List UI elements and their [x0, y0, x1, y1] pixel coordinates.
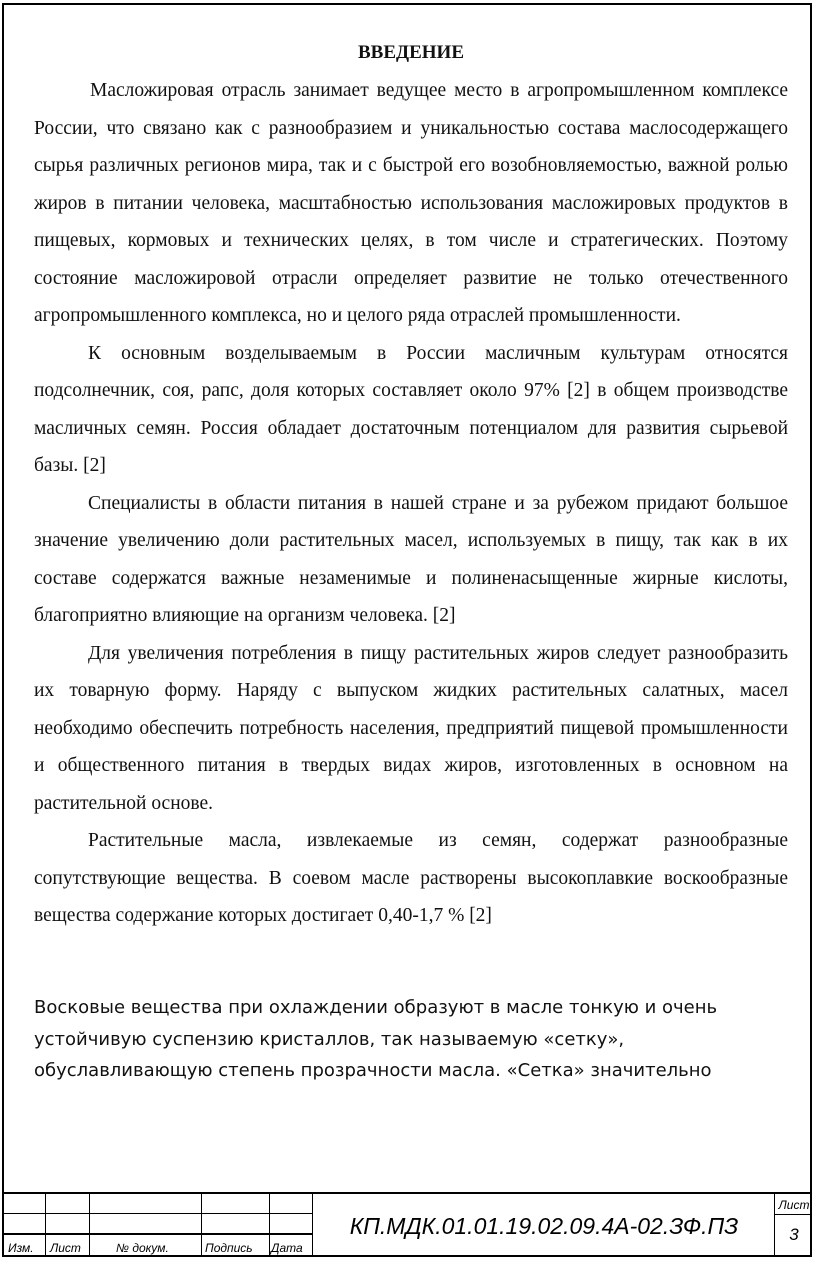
title-block-divider: [45, 1194, 46, 1257]
sheet-number: 3: [789, 1225, 799, 1244]
sheet-label: Лист: [778, 1198, 810, 1212]
paragraph: Специалисты в области питания в нашей стране и за рубежом придают большое значение увеличению доли растительных масел, используемых в пищу, так как в их составе содержатся важные незаменимые и полиненасыщенные жирные кислоты, благоприятно влияющие на организм человека. [2]: [34, 492, 788, 626]
title-block-row-line: [774, 1214, 812, 1215]
paragraph-sans: Восковые вещества при охлаждении образуют в масле тонкую и очень устойчивую суспензию кристаллов, так называемую «сетку», обуславливающую степень прозрачности масла. «Сетка» значительно: [34, 997, 718, 1081]
title-block-divider: [312, 1194, 313, 1257]
title-block-divider: [774, 1194, 775, 1257]
paragraph: Растительные масла, извлекаемые из семян, содержат разнообразные сопутствующие вещества. В соевом масле растворены высокоплавкие воскообразные вещества содержание которых достигает 0,40-1,7 % [2]: [34, 830, 788, 926]
label-date: Дата: [271, 1241, 303, 1255]
title-block-row-line: [2, 1213, 312, 1214]
paragraph: Для увеличения потребления в пищу растительных жиров следует разнообразить их товарную форму. Наряду с выпуском жидких растительных салатных, масел необходимо обеспечить потребность населения, предприятий пищевой промышленности и общественного питания в твердых видах жиров, изготовленных в основном на растительной основе.: [34, 642, 788, 814]
paragraph: К основным возделываемым в России масличным культурам относятся подсолнечник, соя, рапс, доля которых составляет около 97% [2] в общем производстве масличных семян. Россия обладает достаточным потенциалом для развития сырьевой базы. [2]: [34, 342, 788, 476]
label-doc-number: № докум.: [116, 1241, 169, 1255]
title-block-divider: [269, 1194, 270, 1257]
label-change: Изм.: [8, 1241, 34, 1255]
document-title: ВВЕДЕНИЕ: [358, 42, 464, 63]
document-body: [34, 38, 788, 935]
paragraph: Масложировая отрасль занимает ведущее место в агропромышленном комплексе России, что связано как с разнообразием и уникальностью состава маслосодержащего сырья различных регионов мира, так и с быстрой его возобновляемостью, важной ролью жиров в питании человека, масштабностью использования масложировых продуктов в пищевых, кормовых и технических целях, в том числе и стратегических. Поэтому состояние масложировой отрасли определяет развитие не только отечественного агропромышленного комплекса, но и целого ряда отраслей промышленности.: [34, 80, 788, 326]
title-block-divider: [201, 1194, 202, 1257]
title-block-divider: [89, 1194, 90, 1257]
title-block-row-line: [2, 1233, 312, 1235]
label-signature: Подпись: [205, 1241, 253, 1255]
label-sheet: Лист: [50, 1241, 81, 1255]
document-code: КП.МДК.01.01.19.02.09.4А-02.ЗФ.ПЗ: [349, 1213, 739, 1239]
